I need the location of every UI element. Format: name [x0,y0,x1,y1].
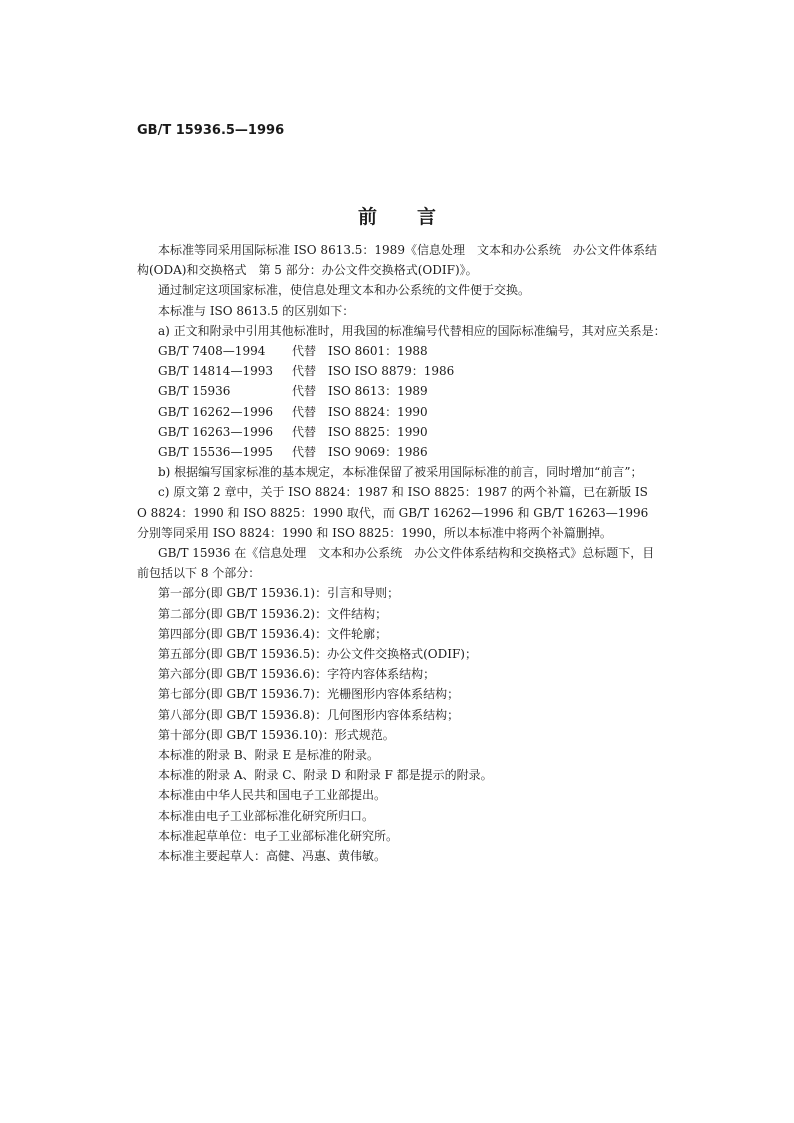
list-item: 第七部分(即 GB/T 15936.7)：光栅图形内容体系结构； [158,687,460,702]
intro-paragraph-differences: 本标准与 ISO 8613.5 的区别如下： [158,303,355,318]
table-row [158,341,657,361]
list-item: 第八部分(即 GB/T 15936.8)：几何图形内容体系结构； [158,707,460,722]
difference-item-a: a) 正文和附录中引用其他标准时，用我国的标准编号代替相应的国际标准编号，其对应关系是： [158,323,666,338]
list-item: 第二部分(即 GB/T 15936.2)：文件结构； [158,606,388,621]
replaces-label: 代替 [292,404,317,419]
document-code: GB/T 15936.5—1996 [137,123,285,138]
closing-proposer: 本标准由中华人民共和国电子工业部提出。 [158,788,387,803]
table-row [158,361,657,381]
list-item: 第六部分(即 GB/T 15936.6)：字符内容体系结构； [158,667,436,682]
table-row [158,422,657,442]
list-item: 第一部分(即 GB/T 15936.1)：引言和导则； [158,586,400,601]
series-intro-paragraph: GB/T 15936 在《信息处理 文本和办公系统 办公文件体系结构和交换格式》总标题下，目前包括以下 8 个部分： [137,546,655,581]
table-row [158,381,657,401]
closing-drafting-unit: 本标准起草单位：电子工业部标准化研究所。 [158,828,399,843]
iso-standard: ISO 9069：1986 [328,445,428,460]
table-row [158,442,657,462]
replaces-label: 代替 [292,364,317,379]
iso-standard: ISO 8824：1990 [328,404,428,419]
gb-standard: GB/T 15536—1995 [158,445,273,460]
table-row [158,402,657,422]
intro-paragraph-adoption: 本标准等同采用国际标准 ISO 8613.5：1989《信息处理 文本和办公系统 办公文件体系结构(ODA)和交换格式 第 5 部分：办公文件交换格式(ODIF)》。 [137,243,657,278]
gb-standard: GB/T 7408—1994 [158,344,266,359]
intro-paragraph-purpose: 通过制定这项国家标准，使信息处理文本和办公系统的文件便于交换。 [158,283,531,298]
replaces-label: 代替 [292,445,317,460]
list-item: 第四部分(即 GB/T 15936.4)：文件轮廓； [158,626,388,641]
gb-standard: GB/T 16262—1996 [158,404,273,419]
difference-item-b: b) 根据编写国家标准的基本规定，本标准保留了被采用国际标准的前言，同时增加“前言”； [158,465,643,480]
iso-standard: ISO 8613：1989 [328,384,428,399]
standard-mapping-table [137,341,657,462]
iso-standard: ISO 8825：1990 [328,424,428,439]
page-title: 前言 [357,206,476,228]
replaces-label: 代替 [292,384,317,399]
gb-standard: GB/T 15936 [158,384,231,399]
closing-normative-annexes: 本标准的附录 B、附录 E 是标准的附录。 [158,748,380,763]
closing-drafters: 本标准主要起草人：高健、冯惠、黄伟敏。 [158,849,387,864]
gb-standard: GB/T 14814—1993 [158,364,273,379]
closing-administrator: 本标准由电子工业部标准化研究所归口。 [158,808,375,823]
list-item: 第十部分(即 GB/T 15936.10)：形式规范。 [158,727,395,742]
gb-standard: GB/T 16263—1996 [158,424,273,439]
difference-item-c: c) 原文第 2 章中，关于 ISO 8824：1987 和 ISO 8825：1987 的两个补篇，已在新版 ISO 8824：1990 和 ISO 8825：1990 取代，而 GB/T 16262—1996 和 GB/T 16263—1996 分别等同采用 ISO 8824：1990 和 ISO 8825：1990，所以本标准中将两个补篇删掉。 [137,485,649,540]
parts-list [137,583,657,745]
replaces-label: 代替 [292,344,317,359]
replaces-label: 代替 [292,424,317,439]
iso-standard: ISO ISO 8879：1986 [328,364,455,379]
foreword-body [137,240,666,866]
iso-standard: ISO 8601：1988 [328,344,428,359]
closing-informative-annexes: 本标准的附录 A、附录 C、附录 D 和附录 F 都是提示的附录。 [158,768,493,783]
list-item: 第五部分(即 GB/T 15936.5)：办公文件交换格式(ODIF)； [158,647,477,662]
